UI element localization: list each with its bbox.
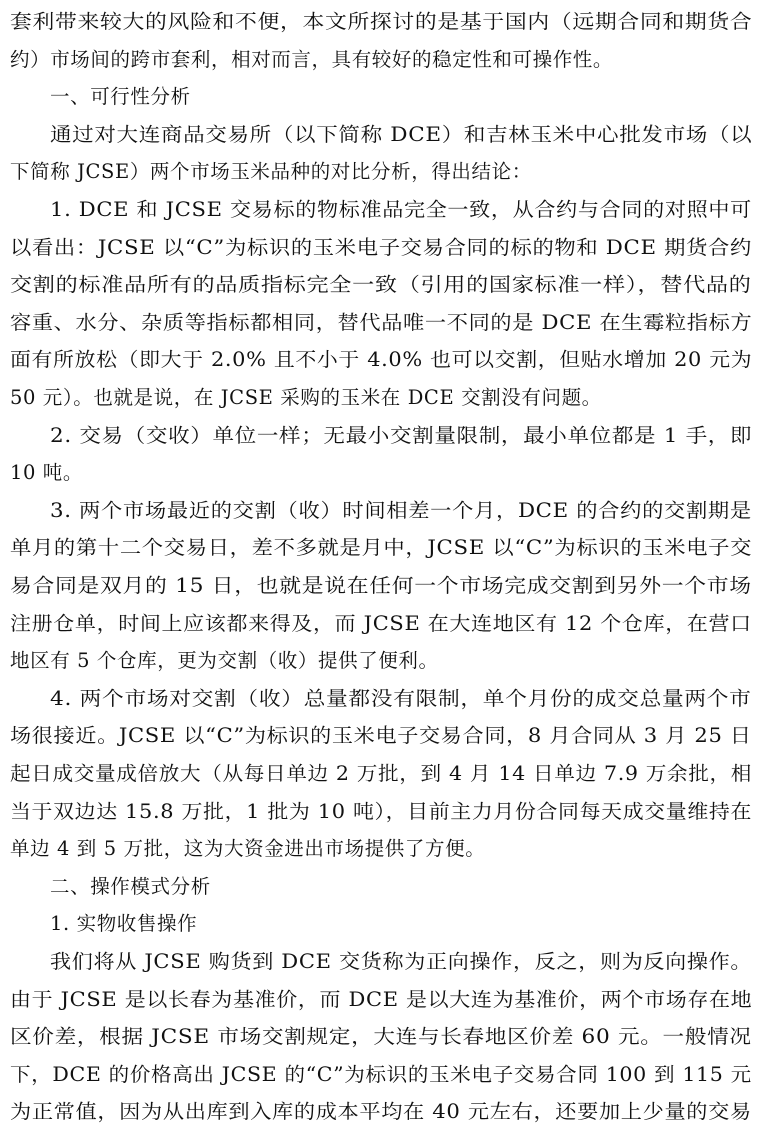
text-line: 为正常值，因为从出库到入库的成本平均在 40 元左右，还要加上少量的交易 <box>10 1100 752 1124</box>
text-line: 场很接近。JCSE 以“C”为标识的玉米电子交易合同，8 月合同从 3 月 25 日 <box>10 724 752 748</box>
text-line: 我们将从 JCSE 购货到 DCE 交货称为正向操作，反之，则为反向操作。 <box>50 950 753 973</box>
text-line: 由于 JCSE 是以长春为基准价，而 DCE 是以大连为基准价，两个市场存在地 <box>10 987 753 1011</box>
text-line: 注册仓单，时间上应该都来得及，而 JCSE 在大连地区有 12 个仓库，在营口 <box>10 611 752 635</box>
text-line: 当于双边达 15.8 万批，1 批为 10 吨），目前主力月份合同每天成交量维持在 <box>10 799 753 823</box>
text-line: 单边 4 到 5 万批，这为大资金进出市场提供了方便。 <box>10 837 486 861</box>
text-line: 地区有 5 个仓库，更为交割（收）提供了便利。 <box>10 649 439 673</box>
text-line: 容重、水分、杂质等指标都相同，替代品唯一不同的是 DCE 在生霉粒指标方 <box>10 310 753 334</box>
text-line: 起日成交量成倍放大（从每日单边 2 万批，到 4 月 14 日单边 7.9 万余批，相 <box>10 762 753 785</box>
section-heading: 二、操作模式分析 <box>50 874 211 898</box>
section-heading: 一、可行性分析 <box>50 85 191 109</box>
text-line: 下，DCE 的价格高出 JCSE 的“C”为标识的玉米电子交易合同 100 到 115 元 <box>10 1062 752 1086</box>
text-line: 单月的第十二个交易日，差不多就是月中，JCSE 以“C”为标识的玉米电子交 <box>10 536 753 560</box>
text-line: 以看出：JCSE 以“C”为标识的玉米电子交易合同的标的物和 DCE 期货合约 <box>10 235 752 259</box>
text-line: 下简称 JCSE）两个市场玉米品种的对比分析，得出结论： <box>10 160 532 184</box>
text-line: 1. 实物收售操作 <box>50 912 198 936</box>
text-line: 50 元）。也就是说，在 JCSE 采购的玉米在 DCE 交割没有问题。 <box>10 386 602 409</box>
text-line: 10 吨。 <box>10 461 84 485</box>
text-line: 1. DCE 和 JCSE 交易标的物标准品完全一致，从合约与合同的对照中可 <box>50 198 752 221</box>
text-line: 2. 交易（交收）单位一样；无最小交割量限制，最小单位都是 1 手，即 <box>50 423 753 447</box>
text-line: 通过对大连商品交易所（以下简称 DCE）和吉林玉米中心批发市场（以 <box>50 122 753 146</box>
text-line: 面有所放松（即大于 2.0% 且不小于 4.0% 也可以交割，但贴水增加 20 元为 <box>10 348 753 372</box>
text-line: 交割的标准品所有的品质指标完全一致（引用的国家标准一样），替代品的 <box>10 273 752 297</box>
text-line: 3. 两个市场最近的交割（收）时间相差一个月，DCE 的合约的交割期是 <box>50 498 752 522</box>
text-line: 套利带来较大的风险和不便，本文所探讨的是基于国内（远期合同和期货合 <box>10 10 753 33</box>
text-line: 区价差，根据 JCSE 市场交割规定，大连与长春地区价差 60 元。一般情况 <box>10 1025 752 1049</box>
text-line: 4. 两个市场对交割（收）总量都没有限制，单个月份的成交总量两个市 <box>50 686 752 710</box>
text-line: 易合同是双月的 15 日，也就是说在任何一个市场完成交割到另外一个市场 <box>10 574 752 597</box>
text-line: 约）市场间的跨市套利，相对而言，具有较好的稳定性和可操作性。 <box>10 47 614 71</box>
